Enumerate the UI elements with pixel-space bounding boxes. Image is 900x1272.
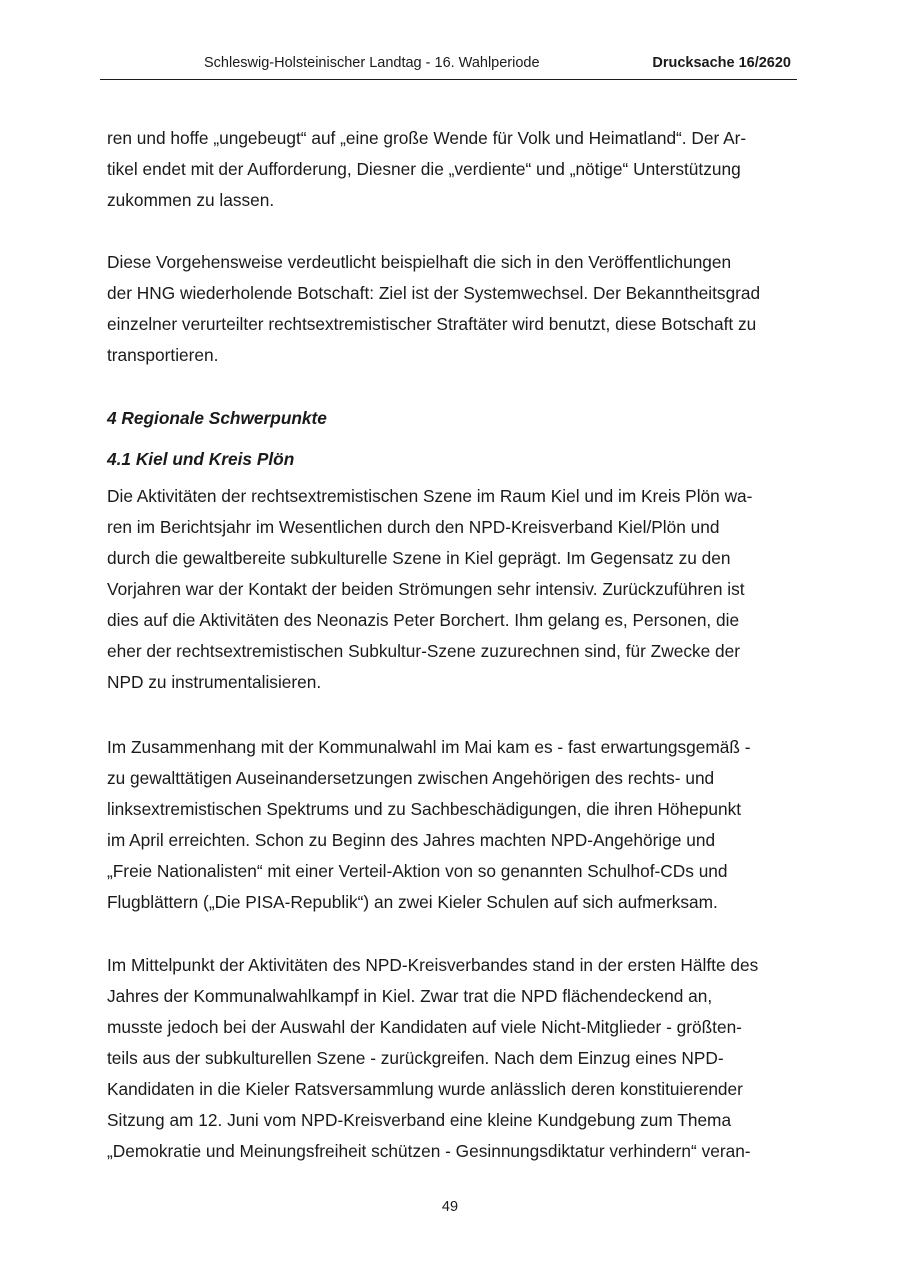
text-line: Die Aktivitäten der rechtsextremistischen Szene im Raum Kiel und im Kreis Plön wa- [107,486,753,506]
text-line: Flugblättern („Die PISA-Republik“) an zwei Kieler Schulen auf sich aufmerksam. [107,892,718,912]
text-line: teils aus der subkulturellen Szene - zurückgreifen. Nach dem Einzug eines NPD- [107,1048,724,1068]
text-line: linksextremistischen Spektrums und zu Sachbeschädigungen, die ihren Höhepunkt [107,799,742,819]
paragraph-1 [107,123,807,216]
page-number: 49 [441,1199,459,1215]
text-line: einzelner verurteilter rechtsextremistischer Straftäter wird benutzt, diese Botschaft zu [107,314,757,334]
text-line: zu gewalttätigen Auseinandersetzungen zwischen Angehörigen des rechts- und [107,768,715,788]
text-line: Im Mittelpunkt der Aktivitäten des NPD-Kreisverbandes stand in der ersten Hälfte des [107,955,759,975]
paragraph-5 [107,950,807,1167]
paragraph-3 [107,481,807,698]
text-line: durch die gewaltbereite subkulturelle Szene in Kiel geprägt. Im Gegensatz zu den [107,548,731,568]
text-line: Jahres der Kommunalwahlkampf in Kiel. Zwar trat die NPD flächendeckend an, [107,986,713,1006]
paragraph-4 [107,732,807,918]
paragraph-2 [107,247,807,371]
text-line: Sitzung am 12. Juni vom NPD-Kreisverband eine kleine Kundgebung zum Thema [107,1110,732,1130]
text-line: musste jedoch bei der Auswahl der Kandidaten auf viele Nicht-Mitglieder - größten- [107,1017,742,1037]
text-line: dies auf die Aktivitäten des Neonazis Peter Borchert. Ihm gelang es, Personen, die [107,610,740,630]
text-line: zukommen zu lassen. [107,190,275,210]
text-line: transportieren. [107,345,219,365]
text-line: ren im Berichtsjahr im Wesentlichen durch den NPD-Kreisverband Kiel/Plön und [107,517,720,537]
text-line: „Demokratie und Meinungsfreiheit schützen - Gesinnungsdiktatur verhindern“ veran- [107,1141,751,1161]
text-line: Diese Vorgehensweise verdeutlicht beispielhaft die sich in den Veröffentlichungen [107,252,732,272]
text-line: im April erreichten. Schon zu Beginn des Jahres machten NPD-Angehörige und [107,830,716,850]
page-header [100,0,797,80]
text-line: Im Zusammenhang mit der Kommunalwahl im Mai kam es - fast erwartungsgemäß - [107,737,751,757]
text-line: Kandidaten in die Kieler Ratsversammlung wurde anlässlich deren konstituierender [107,1079,743,1099]
text-line: Vorjahren war der Kontakt der beiden Strömungen sehr intensiv. Zurückzuführen ist [107,579,745,599]
header-title: Schleswig-Holsteinischer Landtag - 16. Wahlperiode [204,55,540,71]
text-line: der HNG wiederholende Botschaft: Ziel ist der Systemwechsel. Der Bekanntheitsgrad [107,283,761,303]
section-heading: 4 Regionale Schwerpunkte [107,408,327,428]
subsection-heading: 4.1 Kiel und Kreis Plön [107,449,295,469]
document-number: Drucksache 16/2620 [652,55,791,71]
text-line: „Freie Nationalisten“ mit einer Verteil-Aktion von so genannten Schulhof-CDs und [107,861,728,881]
text-line: eher der rechtsextremistischen Subkultur-Szene zuzurechnen sind, für Zwecke der [107,641,740,661]
text-line: NPD zu instrumentalisieren. [107,672,322,692]
text-line: tikel endet mit der Aufforderung, Diesner die „verdiente“ und „nötige“ Unterstützung [107,159,741,179]
text-line: ren und hoffe „ungebeugt“ auf „eine große Wende für Volk und Heimatland“. Der Ar- [107,128,747,148]
